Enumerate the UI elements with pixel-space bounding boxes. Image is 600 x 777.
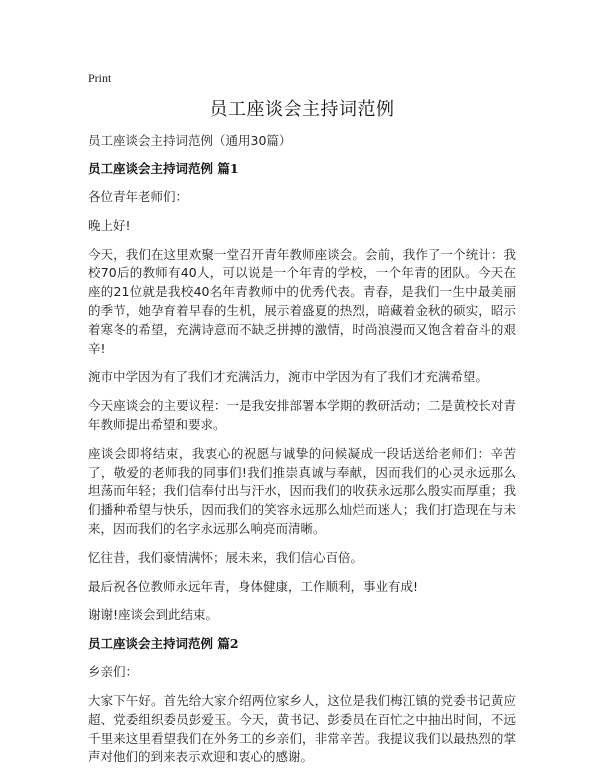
paragraph: 今天，我们在这里欢聚一堂召开青年教师座谈会。会前，我作了一个统计：我校70后的教师有40人，可以说是一个年青的学校，一个年青的团队。今天在座的21位就是我校40名年青教师中的优秀代表。青春，是我们一生中最美丽的季节，她孕育着早春的生机，展示着盛夏的热烈，暗藏着金秋的硕实，昭示着寒冬的希望，充满诗意而不缺乏拼搏的激情，时尚浪漫而又饱含着奋斗的艰辛! [88,246,516,356]
section-heading: 员工座谈会主持词范例 篇1 [88,161,239,176]
paragraph: 座谈会即将结束，我衷心的祝愿与诚挚的问候凝成一段话送给老师们：辛苦了，敬爱的老师我的同事们!我们推崇真诚与奉献，因而我们的心灵永远那么坦荡而年轻；我们信奉付出与汗水，因而我们的收获永远那么殷实而厚重；我们播种希望与快乐，因而我们的笑容永远那么灿烂而迷人；我们打造现在与未来，因而我们的名字永远那么响亮而清晰。 [88,445,516,536]
paragraph: 今天座谈会的主要议程：一是我安排部署本学期的教研活动；二是黄校长对青年教师提出希望和要求。 [88,398,516,432]
closing: 谢谢!座谈会到此结束。 [88,607,219,623]
document-title: 员工座谈会主持词范例 [209,99,395,120]
paragraph: 忆往昔，我们豪情满怀；展未来，我们信心百倍。 [88,549,364,565]
section-1 [88,160,516,625]
paragraph: 涴市中学因为有了我们才充满活力，涴市中学因为有了我们才充满希望。 [88,369,489,385]
section-heading: 员工座谈会主持词范例 篇2 [88,636,239,652]
document-subtitle: 员工座谈会主持词范例（通用30篇） [88,133,292,148]
print-label[interactable]: Print [88,71,112,85]
salutation: 乡亲们： [88,664,139,680]
paragraph: 最后祝各位教师永远年青，身体健康，工作顺利，事业有成! [88,578,419,594]
paragraph: 大家下午好。首先给大家介绍两位家乡人，这位是我们梅江镇的党委书记黄应超、党委组织委员彭爱玉。今天，黄书记、彭委员在百忙之中抽出时间，不远千里来这里看望我们在外务工的乡亲们，非常辛苦。我提议我们以最热烈的掌声对他们的到来表示欢迎和衷心的感谢。 [88,692,516,765]
section-2 [88,635,516,767]
document-page [88,70,516,777]
salutation: 各位青年老师们： [88,189,189,204]
greeting: 晚上好! [88,217,131,233]
